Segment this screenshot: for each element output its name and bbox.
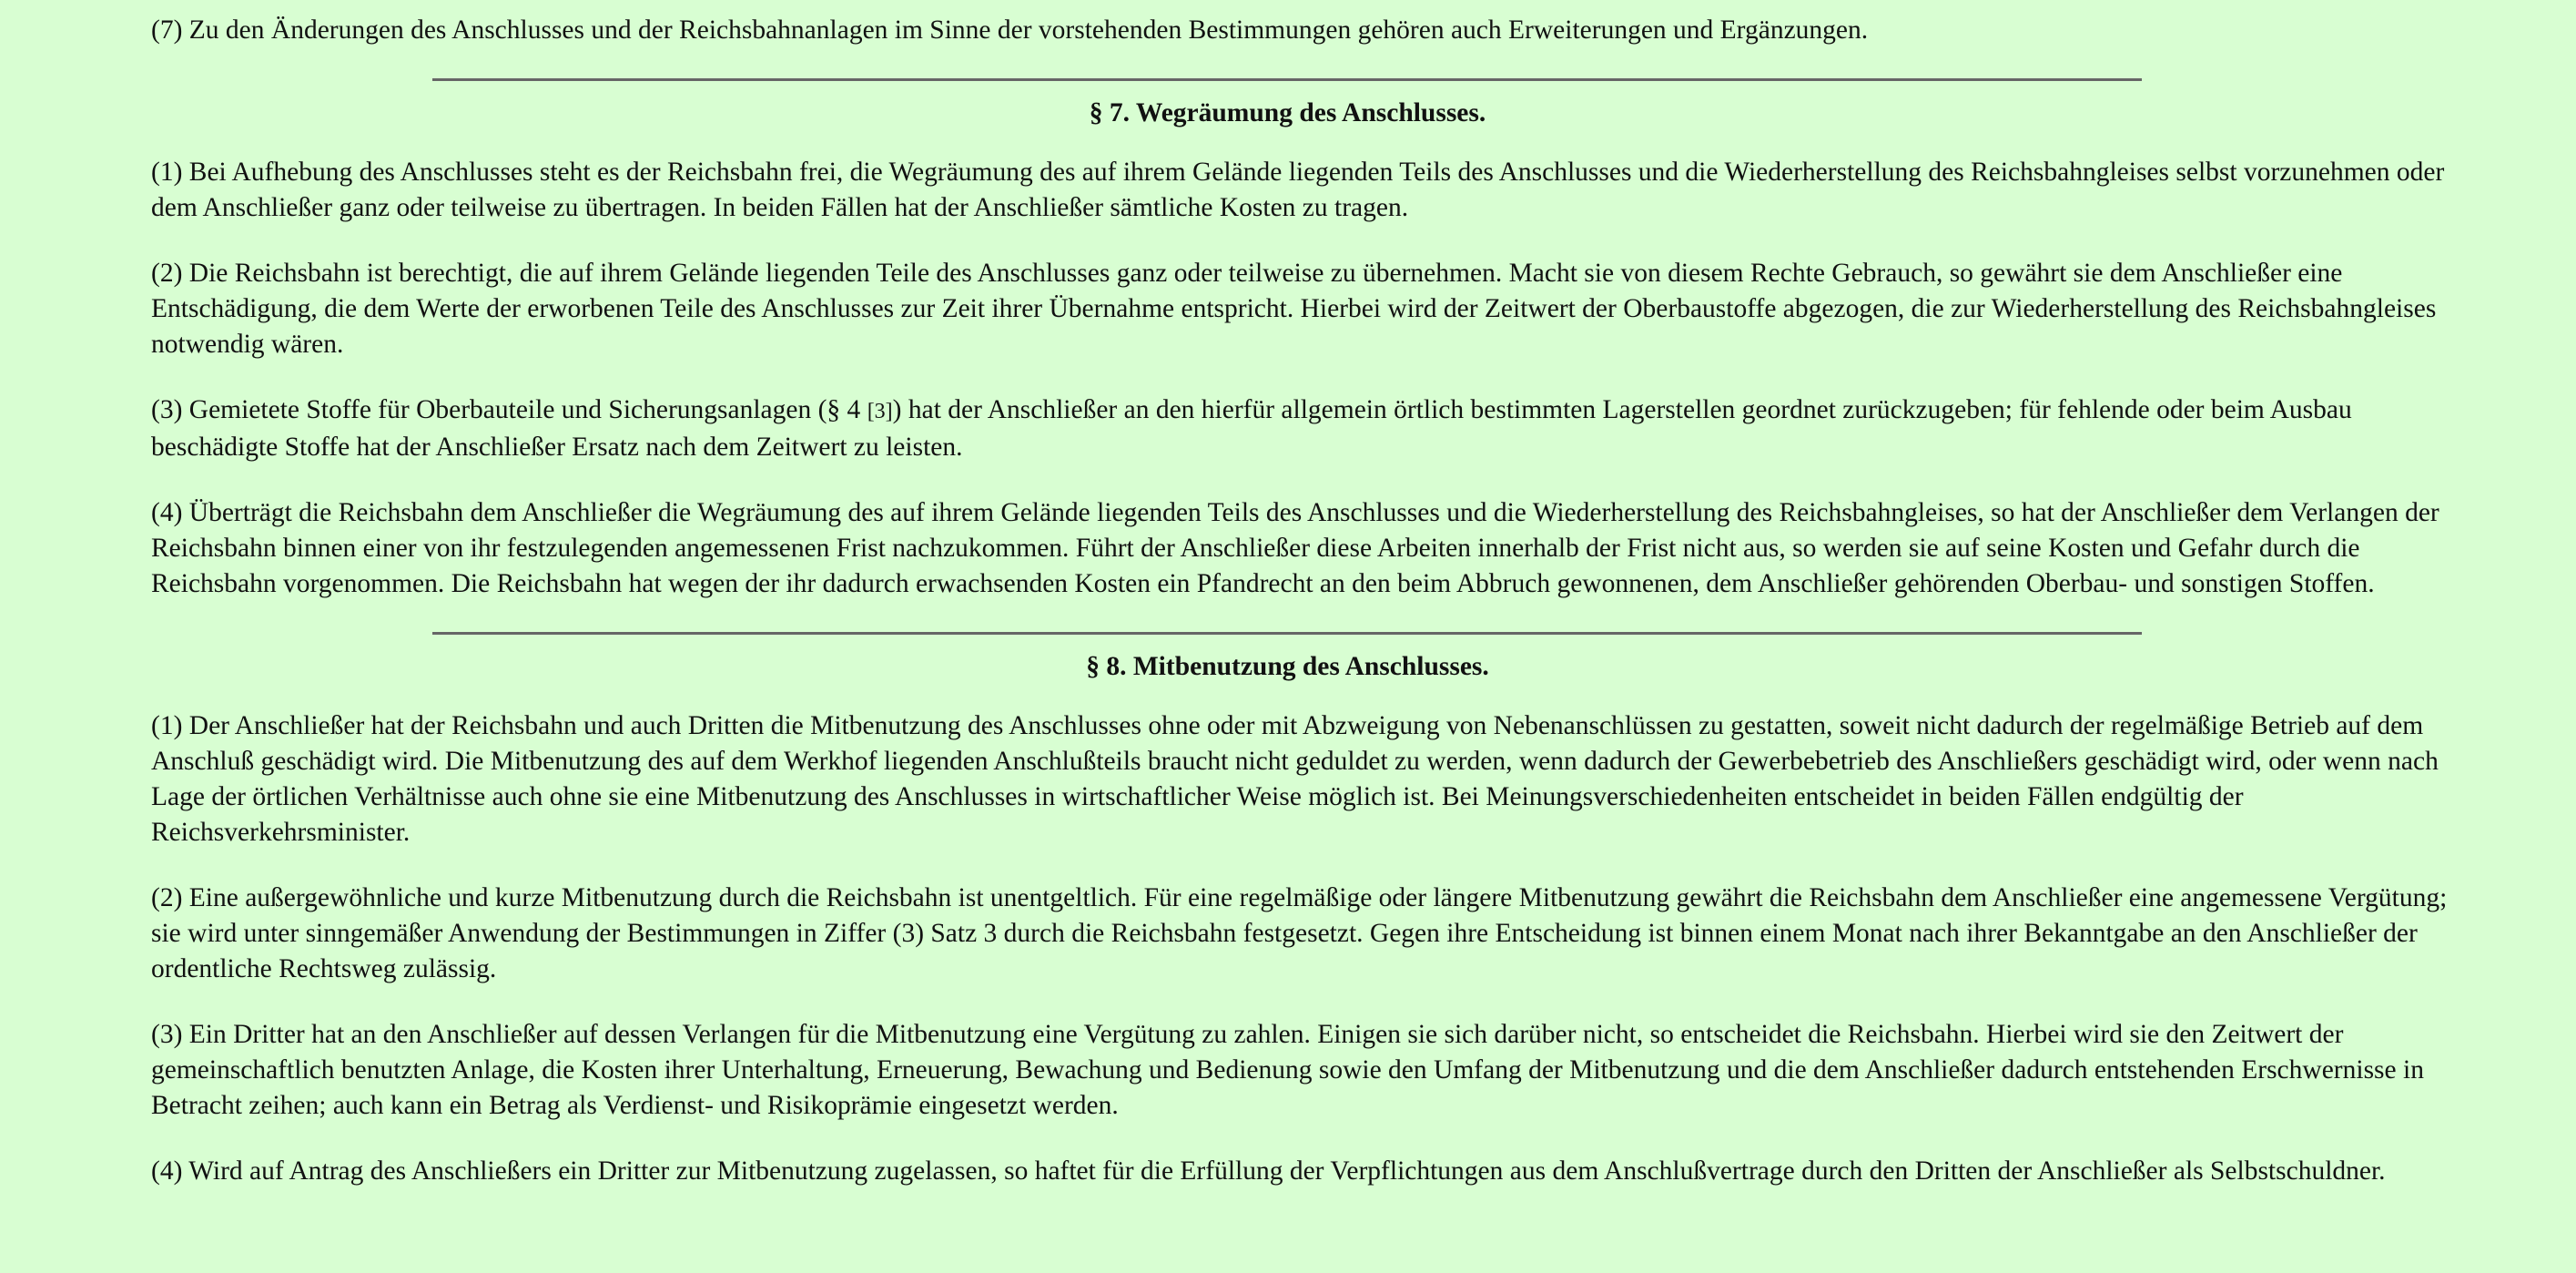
section-7-paragraph-3-end: ) hat der Anschließer an den hierfür allgemein örtlich bestimmten Lagerstellen geordnet zurückzugeben; für fehlende oder beim Ausbau beschädigte Stoffe hat der Anschließer Ersatz nach dem Zeitwert zu leisten. <box>151 395 2352 462</box>
section-7-paragraph-2: (2) Die Reichsbahn ist berechtigt, die auf ihrem Gelände liegenden Teile des Anschlusses ganz oder teilweise zu übernehmen. Macht sie von diesem Rechte Gebrauch, so gewährt sie dem Anschließer eine Entschädigung, die dem Werte der erworbenen Teile des Anschlusses zur Zeit ihrer Übernahme entspricht. Hierbei wird der Zeitwert der Oberbaustoffe abgezogen, die zur Wiederherstellung des Reichsbahngleises notwendig wären. <box>151 259 2437 359</box>
section-7-paragraph-4: (4) Überträgt die Reichsbahn dem Anschließer die Wegräumung des auf ihrem Gelände liegenden Teils des Anschlusses und die Wiederherstellung des Reichsbahngleises, so hat der Anschließer dem Verlangen der Reichsbahn binnen einer von ihr festzulegenden angemessenen Frist nachzukommen. Führt der Anschließer diese Arbeiten innerhalb der Frist nicht aus, so werden sie auf seine Kosten und Gefahr durch die Reichsbahn vorgenommen. Die Reichsbahn hat wegen der ihr dadurch erwachsenden Kosten ein Pfandrecht an den beim Abbruch gewonnenen, dem Anschließer gehörenden Oberbau- und sonstigen Stoffen. <box>151 498 2439 598</box>
section-7-paragraph-3-start: (3) Gemietete Stoffe für Oberbauteile und Sicherungsanlagen (§ 4 <box>151 395 867 424</box>
footnote-ref-link[interactable]: [3] <box>867 400 893 423</box>
section-7-paragraph-3 <box>151 392 2454 465</box>
section-8-paragraph-3: (3) Ein Dritter hat an den Anschließer auf dessen Verlangen für die Mitbenutzung eine Vergütung zu zahlen. Einigen sie sich darüber nicht, so entscheidet die Reichsbahn. Hierbei wird sie den Zeitwert der gemeinschaftlich benutzten Anlage, die Kosten ihrer Unterhaltung, Erneuerung, Bewachung und Bedienung sowie den Umfang der Mitbenutzung und die dem Anschließer dadurch entstehenden Erschwernisse in Betracht zeihen; auch kann ein Betrag als Verdienst- und Risikoprämie eingesetzt werden. <box>151 1020 2424 1120</box>
section-8-paragraph-4: (4) Wird auf Antrag des Anschließers ein Dritter zur Mitbenutzung zugelassen, so haftet für die Erfüllung der Verpflichtungen aus dem Anschlußvertrage durch den Dritten der Anschließer als Selbstschuldner. <box>151 1156 2386 1186</box>
section-divider <box>432 632 2142 635</box>
section-8-paragraph-1: (1) Der Anschließer hat der Reichsbahn und auch Dritten die Mitbenutzung des Anschlusses ohne oder mit Abzweigung von Nebenanschlüssen zu gestatten, soweit nicht dadurch der regelmäßige Betrieb auf dem Anschluß geschädigt wird. Die Mitbenutzung des auf dem Werkhof liegenden Anschlußteils braucht nicht geduldet zu werden, wenn dadurch der Gewerbebetrieb des Anschließers geschädigt wird, oder wenn nach Lage der örtlichen Verhältnisse auch ohne sie eine Mitbenutzung des Anschlusses in wirtschaftlicher Weise möglich ist. Bei Meinungsverschiedenheiten entscheidet in beiden Fällen endgültig der Reichsverkehrsminister. <box>151 711 2439 847</box>
section-7-paragraph-1: (1) Bei Aufhebung des Anschlusses steht es der Reichsbahn frei, die Wegräumung des auf ihrem Gelände liegenden Teils des Anschlusses und die Wiederherstellung des Reichsbahngleises selbst vorzunehmen oder dem Anschließer ganz oder teilweise zu übertragen. In beiden Fällen hat der Anschließer sämtliche Kosten zu tragen. <box>151 158 2445 222</box>
section-8-title: § 8. Mitbenutzung des Anschlusses. <box>1086 652 1489 681</box>
section-divider <box>432 78 2142 81</box>
paragraph-6-7: (7) Zu den Änderungen des Anschlusses und der Reichsbahnanlagen im Sinne der vorstehenden Bestimmungen gehören auch Erweiterungen und Ergänzungen. <box>151 15 1869 45</box>
document-content <box>151 13 2454 1219</box>
section-8-paragraph-2: (2) Eine außergewöhnliche und kurze Mitbenutzung durch die Reichsbahn ist unentgeltlich. Für eine regelmäßige oder längere Mitbenutzung gewährt die Reichsbahn dem Anschließer eine angemessene Vergütung; sie wird unter sinngemäßer Anwendung der Bestimmungen in Ziffer (3) Satz 3 durch die Reichsbahn festgesetzt. Gegen ihre Entscheidung ist binnen einem Monat nach ihrer Bekanntgabe an den Anschließer der ordentliche Rechtsweg zulässig. <box>151 883 2448 983</box>
section-7-title: § 7. Wegräumung des Anschlusses. <box>1089 98 1486 127</box>
